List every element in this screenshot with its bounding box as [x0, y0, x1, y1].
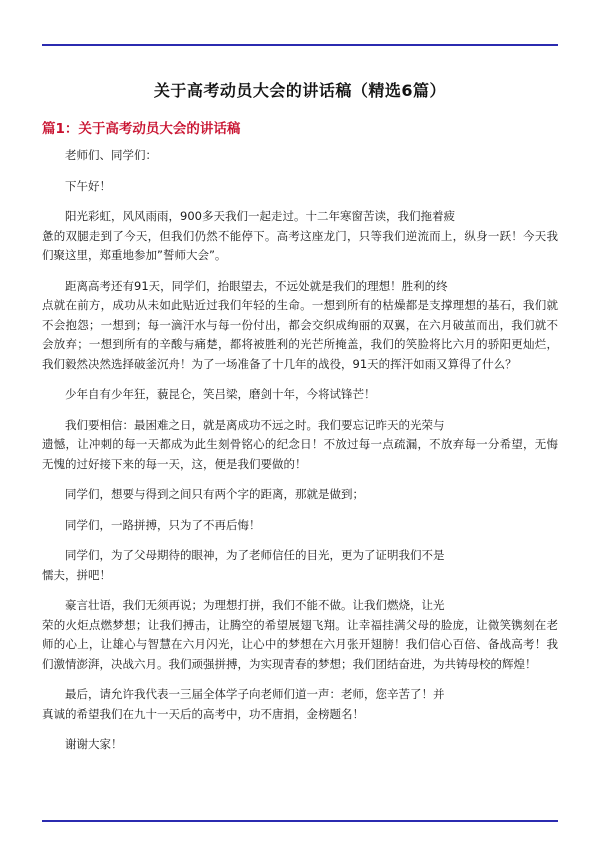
paragraph [42, 685, 558, 724]
paragraph [42, 485, 558, 505]
paragraph [42, 546, 558, 585]
paragraph-line: 阳光彩虹，风风雨雨，900多天我们一起走过。十二年寒窗苦读，我们拖着疲 [65, 209, 455, 223]
paragraph-line: 最后，请允许我代表一三届全体学子向老师们道一声：老师，您辛苦了！并 [65, 687, 445, 701]
paragraph-line: 惫的双腿走到了今天，但我们仍然不能停下。高考这座龙门，只等我们逆流而上，纵身一跃！今天我们聚这里，郑重地参加”誓师大会”。 [42, 228, 558, 262]
paragraph-line: 下午好！ [65, 178, 111, 193]
footer-rule [42, 820, 558, 822]
paragraph-line: 我们要相信：最困难之日，就是离成功不远之时。我们要忘记昨天的光荣与 [65, 417, 445, 432]
paragraph-line: 遗憾，让冲刺的每一天都成为此生刻骨铭心的纪念日！不放过每一点疏漏，不放弃每一分希望，无悔无愧的过好接下来的每一天，这，便是我们要做的！ [42, 437, 558, 471]
paragraph-line: 同学们，为了父母期待的眼神，为了老师信任的目光，更为了证明我们不是 [65, 548, 445, 562]
section-heading: 篇1：关于高考动员大会的讲话稿 [42, 121, 241, 137]
paragraph-line: 荣的火炬点燃梦想；让我们搏击，让腾空的希望展翅飞翔。让幸福挂满父母的脸庞，让微笑镌刻在老师的心上，让雄心与智慧在六月闪光，让心中的梦想在六月张开翅膀！我们信心百倍、备战高考！我们激情澎湃，决战六月。我们顽强拼搏，为实现青春的梦想；我们团结奋进，为共铸母校的辉煌！ [42, 617, 558, 671]
paragraph-line: 距离高考还有91天，同学们，抬眼望去，不远处就是我们的理想！胜利的终 [65, 278, 448, 293]
document-title: 关于高考动员大会的讲话稿（精选6篇） [153, 81, 447, 100]
paragraph [42, 516, 558, 536]
paragraph-line: 豪言壮语，我们无须再说；为理想打拼，我们不能不做。让我们燃烧，让光 [65, 598, 445, 612]
paragraph [42, 146, 558, 166]
paragraph-line: 真诚的希望我们在九十一天后的高考中，功不唐捐，金榜题名！ [42, 706, 364, 721]
paragraph [42, 596, 558, 674]
document-body [42, 146, 558, 766]
paragraph-line: 懦夫，拼吧！ [42, 567, 111, 582]
paragraph-line: 点就在前方，成功从未如此贴近过我们年轻的生命。一想到所有的枯燥都是支撑理想的基石，我们就不会抱怨；一想到；每一滴汗水与每一份付出，都会交织成绚丽的双翼，在六月破茧而出，我们就不会放弃；一想到所有的辛酸与痛楚，都将被胜利的光芒所掩盖，我们的笑脸将比六月的骄阳更灿烂，我们毅然决然选择破釜沉舟！为了一场准备了十几年的战役，91天的挥汗如雨又算得了什么？ [42, 298, 558, 371]
paragraph [42, 207, 558, 266]
paragraph-line: 老师们、同学们： [65, 148, 157, 162]
paragraph-line: 谢谢大家！ [65, 737, 123, 751]
paragraph [42, 385, 558, 405]
paragraph [42, 277, 558, 375]
paragraph [42, 177, 558, 197]
header-rule [42, 44, 558, 46]
paragraph-line: 同学们，一路拼搏，只为了不再后悔！ [65, 517, 261, 532]
paragraph-line: 少年自有少年狂，藐昆仑，笑吕梁，磨剑十年，今将试锋芒！ [65, 387, 376, 401]
paragraph-line: 同学们，想要与得到之间只有两个字的距离，那就是做到； [65, 487, 364, 501]
paragraph [42, 416, 558, 475]
paragraph [42, 735, 558, 755]
